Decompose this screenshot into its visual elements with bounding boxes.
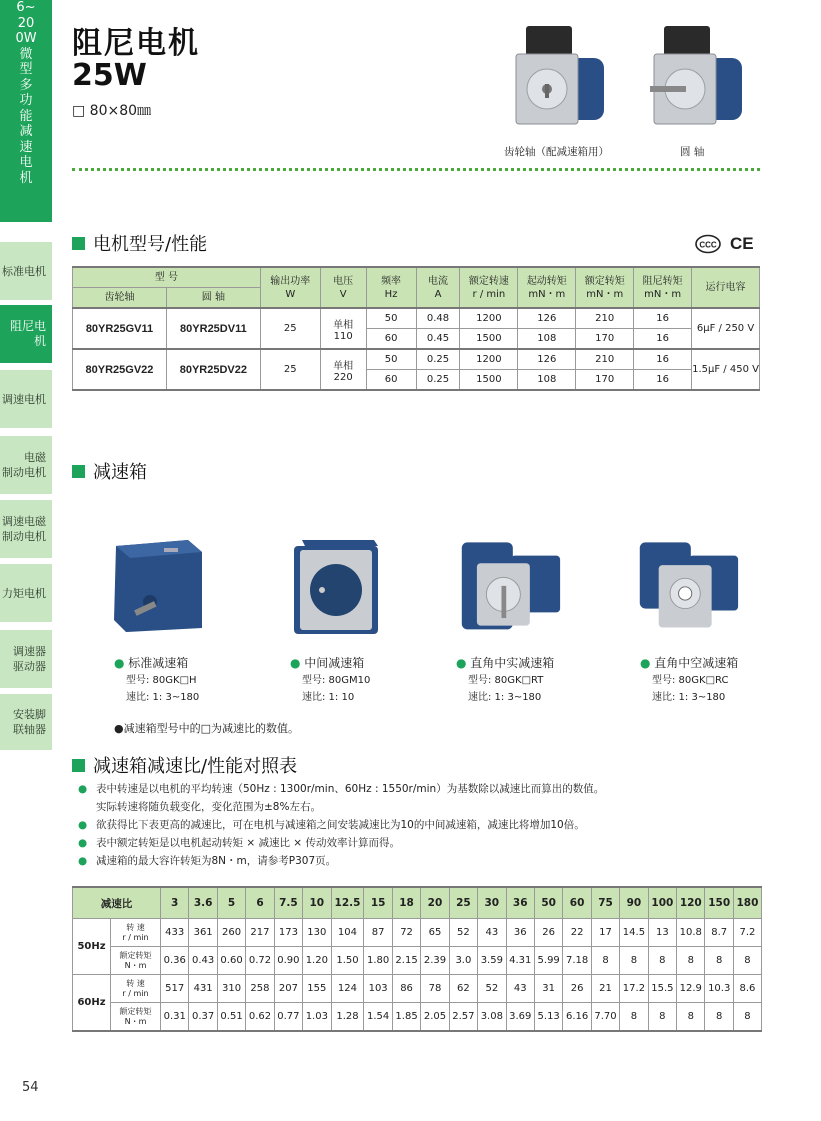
table-cell: 124 [331, 975, 364, 1003]
table-cell: 87 [364, 919, 392, 947]
table-cell: 0.90 [274, 947, 302, 975]
table-cell: 130 [303, 919, 331, 947]
table-cell: 10.3 [705, 975, 733, 1003]
table-cell: 8 [591, 947, 619, 975]
table-cell: 2.57 [449, 1003, 477, 1032]
gearbox-ratio: 速比: 1: 3~180 [126, 692, 200, 703]
sidebar-item-label: 标准电机 [2, 264, 46, 278]
gearbox-name: 标准减速箱 [128, 656, 189, 670]
section-marker [72, 759, 85, 772]
voltage-cell: 单相 220 [320, 349, 366, 390]
sidebar-item[interactable] [0, 564, 52, 622]
table-cell: 43 [506, 975, 534, 1003]
table-cell: 16 [634, 329, 692, 350]
section-marker [72, 465, 85, 478]
table-cell: 310 [217, 975, 245, 1003]
table-cell: 7.18 [563, 947, 591, 975]
th-voltage: 电压 V [320, 267, 366, 308]
table-cell: 3.0 [449, 947, 477, 975]
table-cell: 60 [366, 370, 416, 391]
table-cell: 260 [217, 919, 245, 947]
table-cell: 60 [366, 329, 416, 350]
sidebar-item-label: 安装脚 联轴器 [13, 708, 46, 736]
table-row [73, 919, 762, 947]
right-angle-solid-gearbox-image [458, 534, 562, 634]
table-cell: 8.7 [705, 919, 733, 947]
gear-shaft-motor-image [512, 20, 612, 135]
note-item: ● 欲获得比下表更高的减速比，可在电机与减速箱之间安装减速比为10的中间减速箱，减速比将增加10倍。 [78, 819, 585, 831]
table-cell: 7.70 [591, 1003, 619, 1032]
sidebar-item-label: 电磁 制动电机 [2, 451, 46, 479]
table-cell: 210 [576, 349, 634, 370]
sidebar-item[interactable] [0, 436, 52, 494]
table-cell: 207 [274, 975, 302, 1003]
gearbox-ratio: 速比: 1: 3~180 [652, 692, 726, 703]
ccc-mark-icon [694, 234, 722, 254]
note-item: ● 表中额定转矩是以电机起动转矩 × 减速比 × 传动效率计算而得。 [78, 837, 400, 849]
table-cell: 104 [331, 919, 364, 947]
th-model: 型 号 [73, 267, 261, 288]
table-cell: 65 [421, 919, 449, 947]
bullet-icon: ● [640, 656, 655, 670]
table-cell: 16 [634, 349, 692, 370]
gearbox-name: 中间减速箱 [304, 656, 365, 670]
table-cell: 4.31 [506, 947, 534, 975]
table-cell: 0.37 [189, 1003, 217, 1032]
sidebar-item[interactable] [0, 242, 52, 300]
voltage-cell: 单相 110 [320, 308, 366, 349]
ratio-header-label: 减速比 [73, 887, 161, 919]
round-shaft-model: 80YR25DV11 [166, 308, 260, 349]
ratio-header-cell: 5 [217, 887, 245, 919]
gearbox-model: 型号: 80GK□RT [468, 675, 544, 686]
table-cell: 22 [563, 919, 591, 947]
table-cell: 433 [161, 919, 189, 947]
ratio-header-cell: 15 [364, 887, 392, 919]
table-cell: 15.5 [648, 975, 676, 1003]
torque-label-cell: 额定转矩 N・m [111, 947, 161, 975]
table-cell: 26 [563, 975, 591, 1003]
ratio-header-cell: 10 [303, 887, 331, 919]
table-cell: 5.99 [534, 947, 562, 975]
table-cell: 8 [705, 947, 733, 975]
th-rated-speed: 额定转速 r / min [460, 267, 518, 308]
certification-marks [694, 234, 754, 254]
table-cell: 8 [648, 947, 676, 975]
gearbox-name: 直角中实减速箱 [470, 656, 555, 670]
table-cell: 8 [705, 1003, 733, 1032]
table-cell: 36 [506, 919, 534, 947]
table-cell: 1500 [460, 370, 518, 391]
sidebar-item-label: 调速电机 [2, 392, 46, 406]
table-row [73, 308, 760, 329]
th-capacitor: 运行电容 [692, 267, 760, 308]
sidebar-item[interactable] [0, 305, 52, 363]
table-cell: 1.50 [331, 947, 364, 975]
table-row [73, 1003, 762, 1032]
table-cell: 0.60 [217, 947, 245, 975]
ratio-performance-table [72, 886, 762, 1032]
table-cell: 8 [733, 1003, 761, 1032]
gear-shaft-caption: 齿轮轴（配减速箱用） [504, 146, 609, 158]
ratio-header-cell: 30 [478, 887, 506, 919]
gearbox-ratio: 速比: 1: 3~180 [468, 692, 542, 703]
motor-spec-table [72, 266, 760, 391]
table-cell: 16 [634, 308, 692, 329]
ratio-header-cell: 7.5 [274, 887, 302, 919]
frequency-cell: 50Hz [73, 919, 111, 975]
sidebar-item-label: 力矩电机 [2, 586, 46, 600]
gearbox-model-note: ●减速箱型号中的□为减速比的数值。 [114, 722, 299, 735]
table-cell: 1.80 [364, 947, 392, 975]
table-cell: 8 [620, 1003, 648, 1032]
ratio-header-cell: 120 [677, 887, 705, 919]
ratio-header-cell: 3.6 [189, 887, 217, 919]
table-cell: 72 [392, 919, 420, 947]
bullet-icon: ● [456, 656, 471, 670]
sidebar-item-label: 调速电磁 制动电机 [2, 515, 46, 543]
gearbox-model: 型号: 80GM10 [302, 675, 371, 686]
sidebar-item[interactable] [0, 694, 52, 750]
sidebar-item-label: 调速器 驱动器 [13, 645, 46, 673]
table-cell: 103 [364, 975, 392, 1003]
capacitor-cell: 1.5μF / 450 V [692, 349, 760, 390]
table-cell: 173 [274, 919, 302, 947]
gearbox-ratio: 速比: 1: 10 [302, 692, 355, 703]
th-current: 电流 A [416, 267, 460, 308]
table-cell: 7.2 [733, 919, 761, 947]
table-cell: 1200 [460, 308, 518, 329]
table-cell: 0.45 [416, 329, 460, 350]
table-cell: 8 [733, 947, 761, 975]
th-starting-torque: 起动转矩 mN・m [518, 267, 576, 308]
sidebar-category [0, 0, 52, 222]
table-cell: 52 [449, 919, 477, 947]
notes-list [78, 780, 768, 870]
table-cell: 8 [677, 1003, 705, 1032]
table-cell: 86 [392, 975, 420, 1003]
table-cell: 170 [576, 329, 634, 350]
table-cell: 5.13 [534, 1003, 562, 1032]
th-round-shaft: 圆 轴 [166, 288, 260, 309]
table-cell: 1200 [460, 349, 518, 370]
ratio-header-cell: 6 [246, 887, 274, 919]
table-cell: 52 [478, 975, 506, 1003]
section-title: 减速箱减速比/性能对照表 [93, 756, 298, 777]
table-row [73, 975, 762, 1003]
table-cell: 126 [518, 308, 576, 329]
frequency-cell: 60Hz [73, 975, 111, 1032]
table-cell: 1.20 [303, 947, 331, 975]
section-motor-performance [72, 230, 207, 256]
svg-text:CCC: CCC [699, 240, 717, 250]
table-cell: 210 [576, 308, 634, 329]
table-cell: 3.69 [506, 1003, 534, 1032]
table-cell: 1500 [460, 329, 518, 350]
table-cell: 0.72 [246, 947, 274, 975]
table-cell: 12.9 [677, 975, 705, 1003]
divider [72, 168, 760, 171]
right-angle-hollow-gearbox-image [636, 534, 740, 634]
th-rated-torque: 额定转矩 mN・m [576, 267, 634, 308]
ratio-header-cell: 20 [421, 887, 449, 919]
gearbox-model: 型号: 80GK□RC [652, 675, 729, 686]
table-cell: 108 [518, 329, 576, 350]
gear-shaft-model: 80YR25GV11 [73, 308, 167, 349]
gearbox-name: 直角中空减速箱 [654, 656, 739, 670]
power-cell: 25 [260, 308, 320, 349]
th-frequency: 频率 Hz [366, 267, 416, 308]
table-cell: 1.54 [364, 1003, 392, 1032]
table-cell: 170 [576, 370, 634, 391]
table-cell: 8 [677, 947, 705, 975]
table-cell: 50 [366, 349, 416, 370]
table-cell: 62 [449, 975, 477, 1003]
table-cell: 16 [634, 370, 692, 391]
section-ratio-table [72, 752, 297, 778]
table-cell: 3.08 [478, 1003, 506, 1032]
ratio-header-cell: 36 [506, 887, 534, 919]
table-cell: 155 [303, 975, 331, 1003]
ratio-header-row [73, 887, 762, 919]
table-cell: 43 [478, 919, 506, 947]
table-cell: 17.2 [620, 975, 648, 1003]
table-cell: 2.05 [421, 1003, 449, 1032]
table-cell: 14.5 [620, 919, 648, 947]
table-cell: 0.36 [161, 947, 189, 975]
gear-shaft-model: 80YR25GV22 [73, 349, 167, 390]
table-cell: 1.85 [392, 1003, 420, 1032]
section-marker [72, 237, 85, 250]
th-power: 输出功率 W [260, 267, 320, 308]
table-cell: 21 [591, 975, 619, 1003]
frame-size: □ 80×80㎜ [72, 103, 152, 119]
table-row [73, 349, 760, 370]
th-damping-torque: 阻尼转矩 mN・m [634, 267, 692, 308]
table-cell: 0.48 [416, 308, 460, 329]
table-cell: 0.25 [416, 349, 460, 370]
ratio-header-cell: 25 [449, 887, 477, 919]
table-cell: 108 [518, 370, 576, 391]
table-cell: 258 [246, 975, 274, 1003]
ratio-header-cell: 150 [705, 887, 733, 919]
table-cell: 50 [366, 308, 416, 329]
note-item: ● 表中转速是以电机的平均转速（50Hz : 1300r/min、60Hz : 1550r/min）为基数除以减速比而算出的数值。 [78, 783, 605, 795]
intermediate-gearbox-image [286, 536, 390, 636]
round-shaft-motor-image [650, 20, 750, 135]
page-number: 54 [22, 1080, 39, 1095]
table-cell: 31 [534, 975, 562, 1003]
round-shaft-model: 80YR25DV22 [166, 349, 260, 390]
ratio-header-cell: 60 [563, 887, 591, 919]
table-cell: 8 [648, 1003, 676, 1032]
sidebar-item-label: 阻尼电机 [9, 319, 46, 348]
table-cell: 126 [518, 349, 576, 370]
section-title: 减速箱 [93, 462, 147, 483]
table-cell: 0.62 [246, 1003, 274, 1032]
ratio-header-cell: 18 [392, 887, 420, 919]
table-row [73, 947, 762, 975]
power-cell: 25 [260, 349, 320, 390]
gearbox-caption [114, 654, 199, 706]
gearbox-caption [456, 654, 554, 706]
table-cell: 13 [648, 919, 676, 947]
table-cell: 0.31 [161, 1003, 189, 1032]
ratio-header-cell: 90 [620, 887, 648, 919]
gearbox-model: 型号: 80GK□H [126, 675, 197, 686]
ratio-header-cell: 3 [161, 887, 189, 919]
table-cell: 8.6 [733, 975, 761, 1003]
table-cell: 2.39 [421, 947, 449, 975]
bullet-icon: ● [290, 656, 305, 670]
section-gearbox [72, 458, 147, 484]
table-cell: 1.28 [331, 1003, 364, 1032]
gearbox-caption [640, 654, 738, 706]
table-cell: 0.43 [189, 947, 217, 975]
bullet-icon: ● [114, 656, 129, 670]
table-cell: 3.59 [478, 947, 506, 975]
table-cell: 78 [421, 975, 449, 1003]
section-title: 电机型号/性能 [93, 234, 208, 255]
table-cell: 0.51 [217, 1003, 245, 1032]
table-cell: 17 [591, 919, 619, 947]
table-cell: 1.03 [303, 1003, 331, 1032]
table-cell: 0.25 [416, 370, 460, 391]
table-cell: 26 [534, 919, 562, 947]
note-item: ● 减速箱的最大容许转矩为8N・m，请参考P307页。 [78, 855, 337, 867]
capacitor-cell: 6μF / 250 V [692, 308, 760, 349]
table-cell: 0.77 [274, 1003, 302, 1032]
table-cell: 431 [189, 975, 217, 1003]
table-cell: 2.15 [392, 947, 420, 975]
sidebar-item[interactable] [0, 500, 52, 558]
speed-label-cell: 转 速 r / min [111, 919, 161, 947]
sidebar-category-label: 6~200W微型多功能减速电机 [15, 0, 37, 186]
ratio-header-cell: 100 [648, 887, 676, 919]
table-cell: 517 [161, 975, 189, 1003]
sidebar-item[interactable] [0, 370, 52, 428]
standard-gearbox-image [104, 536, 208, 636]
table-cell: 217 [246, 919, 274, 947]
speed-label-cell: 转 速 r / min [111, 975, 161, 1003]
power-rating: 25W [72, 58, 147, 93]
round-shaft-caption: 圆 轴 [680, 146, 705, 158]
page-title: 阻尼电机 [72, 26, 200, 61]
torque-label-cell: 额定转矩 N・m [111, 1003, 161, 1032]
th-gear-shaft: 齿轮轴 [73, 288, 167, 309]
gearbox-caption [290, 654, 370, 706]
table-cell: 361 [189, 919, 217, 947]
table-cell: 6.16 [563, 1003, 591, 1032]
ratio-header-cell: 50 [534, 887, 562, 919]
ratio-header-cell: 75 [591, 887, 619, 919]
table-cell: 10.8 [677, 919, 705, 947]
note-item: 实际转速将随负载变化，变化范围为±8%左右。 [96, 801, 321, 813]
ratio-header-cell: 12.5 [331, 887, 364, 919]
ce-mark-icon: CE [730, 234, 754, 253]
ratio-header-cell: 180 [733, 887, 761, 919]
sidebar-item[interactable] [0, 630, 52, 688]
table-cell: 8 [620, 947, 648, 975]
